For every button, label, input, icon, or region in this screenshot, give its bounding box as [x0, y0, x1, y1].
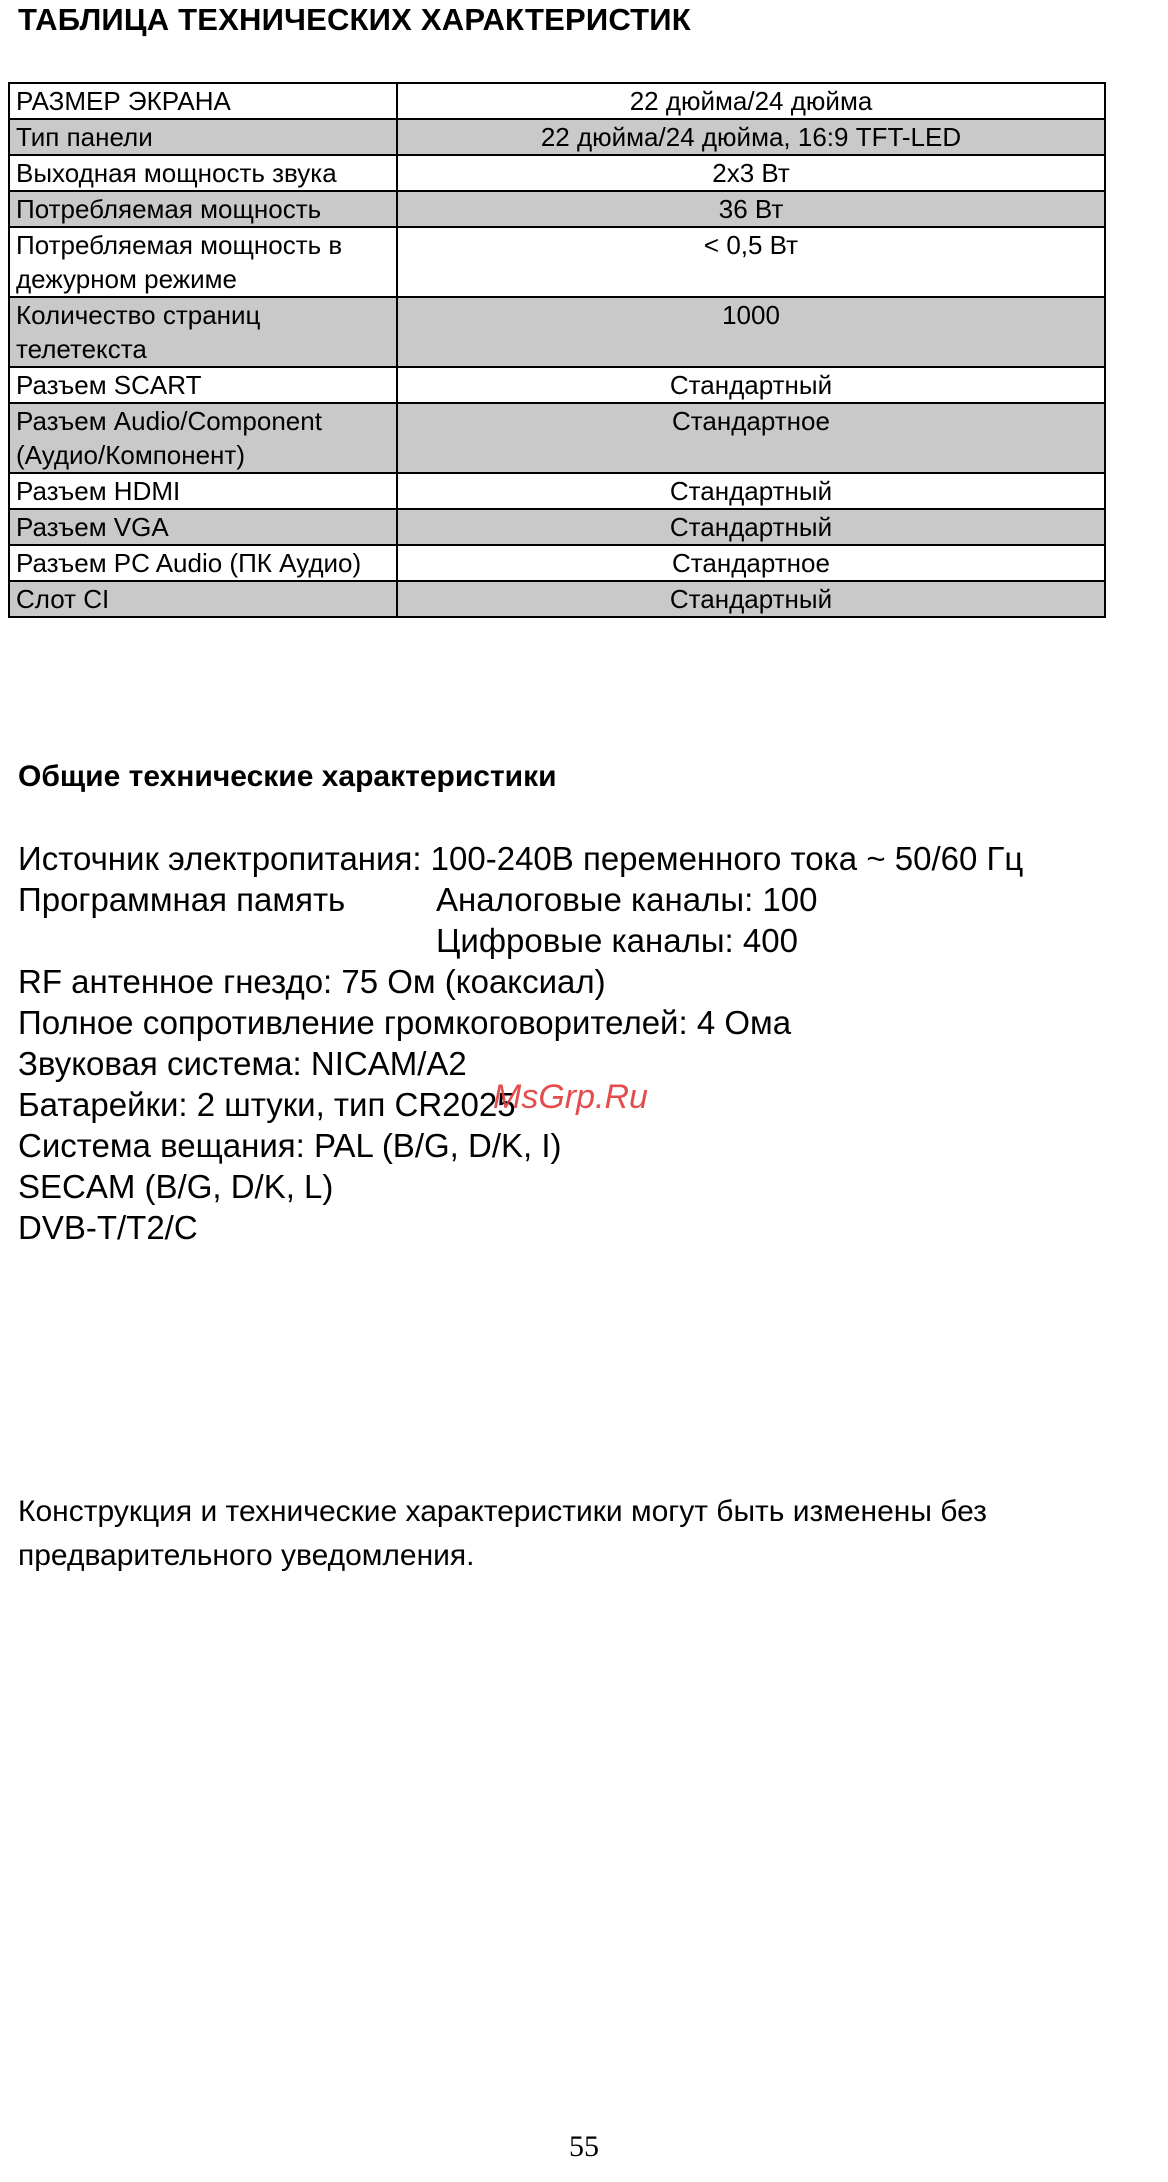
spec-value: < 0,5 Вт: [397, 227, 1105, 297]
spec-label: Количество страниц телетекста: [9, 297, 397, 367]
spec-label: Тип панели: [9, 119, 397, 155]
spec-row: [9, 227, 1105, 297]
footnote-line-2: предварительного уведомления.: [18, 1539, 475, 1572]
speaker-impedance: Полное сопротивление громкоговорителей: 4 Ома: [18, 1004, 792, 1041]
spec-row: [9, 509, 1105, 545]
spec-row: [9, 403, 1105, 473]
footnote: [18, 1490, 987, 1578]
spec-value: Стандартный: [397, 367, 1105, 403]
footnote-line-1: Конструкция и технические характеристики могут быть изменены без: [18, 1495, 987, 1528]
spec-row: [9, 155, 1105, 191]
general-specs: [18, 838, 1023, 1248]
spec-value: Стандартный: [397, 473, 1105, 509]
rf-input: RF антенное гнездо: 75 Ом (коаксиал): [18, 963, 606, 1000]
spec-row: [9, 581, 1105, 617]
spec-value: Стандартное: [397, 545, 1105, 581]
program-memory-label: Программная память: [18, 881, 346, 918]
watermark: MsGrp.Ru: [493, 1078, 648, 1116]
section-heading: Общие технические характеристики: [18, 760, 557, 793]
digital-channels: Цифровые каналы: 400: [436, 922, 798, 959]
program-memory-row: [18, 879, 1023, 920]
spec-label: Разъем PC Audio (ПК Аудио): [9, 545, 397, 581]
spec-value: 2x3 Вт: [397, 155, 1105, 191]
power-source: Источник электропитания: 100-240В переменного тока ~ 50/60 Гц: [18, 840, 1024, 877]
spec-table-body: [9, 83, 1105, 617]
spec-row: [9, 119, 1105, 155]
spec-row: [9, 473, 1105, 509]
spec-table: [8, 82, 1106, 618]
spec-value: Стандартный: [397, 509, 1105, 545]
sound-system: Звуковая система: NICAM/A2: [18, 1045, 467, 1082]
spec-label: Разъем SCART: [9, 367, 397, 403]
dvb: DVB-T/T2/C: [18, 1209, 198, 1246]
spec-label: Разъем Audio/Component (Аудио/Компонент): [9, 403, 397, 473]
spec-label: РАЗМЕР ЭКРАНА: [9, 83, 397, 119]
spec-row: [9, 83, 1105, 119]
broadcast-system: Система вещания: PAL (B/G, D/K, I): [18, 1127, 562, 1164]
spec-row: [9, 191, 1105, 227]
spec-value: 22 дюйма/24 дюйма, 16:9 TFT-LED: [397, 119, 1105, 155]
spec-row: [9, 545, 1105, 581]
spec-label: Потребляемая мощность: [9, 191, 397, 227]
spec-value: 22 дюйма/24 дюйма: [397, 83, 1105, 119]
spec-label: Выходная мощность звука: [9, 155, 397, 191]
spec-label: Потребляемая мощность в дежурном режиме: [9, 227, 397, 297]
spec-value: Стандартный: [397, 581, 1105, 617]
batteries: Батарейки: 2 штуки, тип CR2025: [18, 1086, 516, 1123]
page-title: ТАБЛИЦА ТЕХНИЧЕСКИХ ХАРАКТЕРИСТИК: [18, 2, 691, 37]
spec-row: [9, 297, 1105, 367]
spec-row: [9, 367, 1105, 403]
page-number: 55: [569, 2130, 599, 2163]
spec-label: Разъем VGA: [9, 509, 397, 545]
analog-channels: Аналоговые каналы: 100: [436, 881, 818, 918]
secam: SECAM (B/G, D/K, L): [18, 1168, 334, 1205]
spec-value: 36 Вт: [397, 191, 1105, 227]
spec-label: Разъем HDMI: [9, 473, 397, 509]
spec-label: Слот CI: [9, 581, 397, 617]
spec-value: 1000: [397, 297, 1105, 367]
spec-value: Стандартное: [397, 403, 1105, 473]
